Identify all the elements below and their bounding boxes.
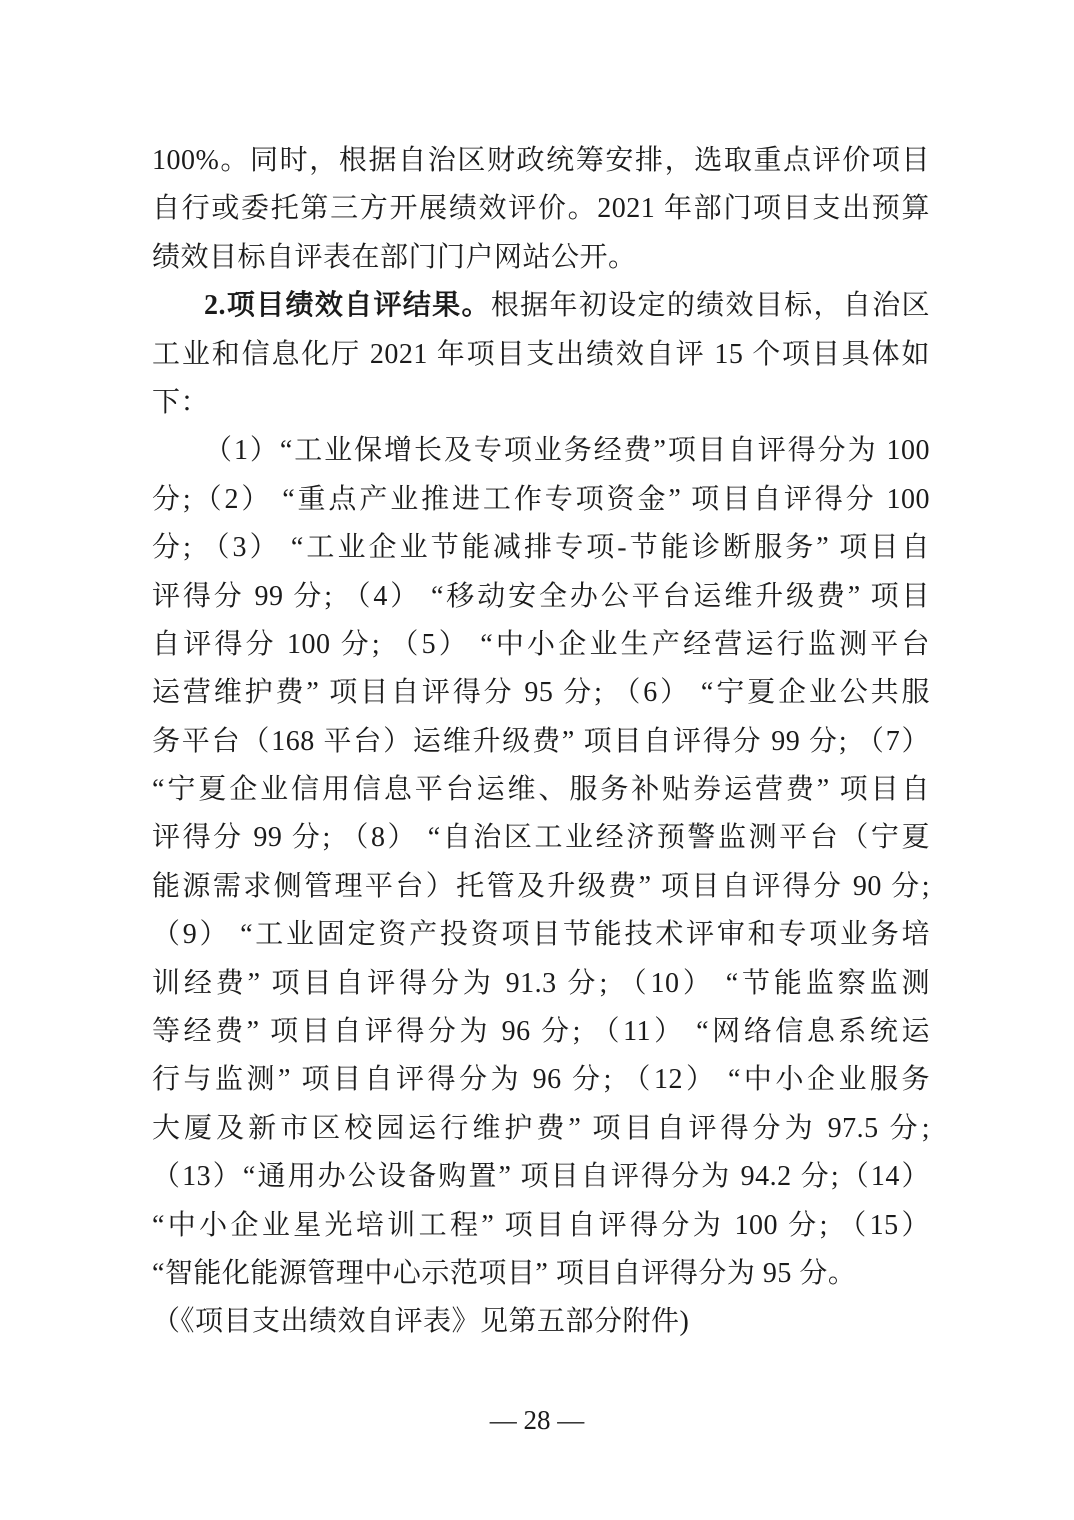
text-line: 等经费” 项目自评得分为 96 分; （11） “网络信息系统运	[152, 1016, 930, 1048]
page-number: — 28 —	[489, 1405, 585, 1435]
text-line: （《项目支出绩效自评表》见第五部分附件)	[152, 1306, 690, 1338]
text-line: 能源需求侧管理平台）托管及升级费” 项目自评得分 90 分;	[152, 870, 930, 902]
text-line: （9） “工业固定资产投资项目节能技术评审和专项业务培	[152, 919, 930, 951]
text-line: 评得分 99 分; （4） “移动安全办公平台运维升级费” 项目	[152, 580, 930, 612]
text-line: 100%。同时，根据自治区财政统筹安排，选取重点评价项目	[152, 145, 930, 176]
text-line: 下：	[152, 386, 210, 418]
text-line: 大厦及新市区校园运行维护费” 项目自评得分为 97.5 分;	[152, 1112, 930, 1144]
bold-lead-text: 2.项目绩效自评结果。	[204, 290, 491, 322]
text-line: 分;（2） “重点产业推进工作专项资金” 项目自评得分 100	[152, 483, 930, 515]
text-line: “智能化能源管理中心示范项目” 项目自评得分为 95 分。	[152, 1257, 857, 1289]
text-line: 自评得分 100 分; （5） “中小企业生产经营运行监测平台	[152, 628, 930, 660]
text-line: “宁夏企业信用信息平台运维、服务补贴券运营费” 项目自	[152, 774, 930, 806]
text-line: 分; （3） “工业企业节能减排专项-节能诊断服务” 项目自	[152, 532, 930, 564]
text-line: 训经费” 项目自评得分为 91.3 分; （10） “节能监察监测	[152, 967, 930, 999]
document-body	[152, 137, 930, 1347]
text-line: 2.项目绩效自评结果。根据年初设定的绩效目标，自治区	[204, 290, 930, 322]
text-line: 行与监测” 项目自评得分为 96 分; （12） “中小企业服务	[152, 1064, 930, 1096]
text-line: 评得分 99 分; （8） “自治区工业经济预警监测平台（宁夏	[152, 822, 930, 854]
text-line: 绩效目标自评表在部门门户网站公开。	[152, 241, 637, 273]
text-line: （1）“工业保增长及专项业务经费”项目自评得分为 100	[204, 435, 930, 467]
text-line: 运营维护费” 项目自评得分 95 分; （6） “宁夏企业公共服	[152, 677, 930, 709]
text-line: （13）“通用办公设备购置” 项目自评得分为 94.2 分;（14）	[152, 1161, 930, 1193]
text-line: 自行或委托第三方开展绩效评价。2021 年部门项目支出预算	[152, 193, 930, 225]
text-line: 务平台（168 平台）运维升级费” 项目自评得分 99 分; （7）	[152, 725, 930, 757]
text-line: 工业和信息化厅 2021 年项目支出绩效自评 15 个项目具体如	[152, 338, 930, 370]
text-line: “中小企业星光培训工程” 项目自评得分为 100 分; （15）	[152, 1209, 930, 1241]
